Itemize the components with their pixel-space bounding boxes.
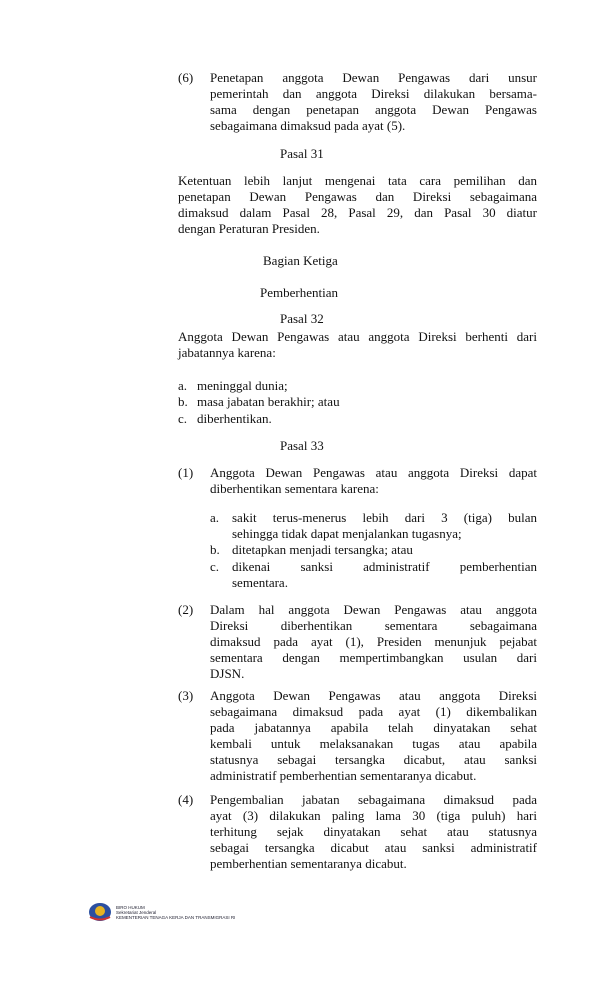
text-line: ditetapkan menjadi tersangka; atau bbox=[232, 542, 413, 557]
text-line: pada jabatannya apabila telah dinyatakan sehat bbox=[210, 720, 537, 735]
text-line: DJSN. bbox=[210, 666, 245, 681]
text-line: sementara dengan mempertimbangkan usulan dari bbox=[210, 650, 537, 665]
text-line: Anggota Dewan Pengawas atau anggota Direksi dapat bbox=[210, 465, 537, 480]
text-line: masa jabatan berakhir; atau bbox=[197, 394, 340, 409]
text-line: sebagai tersangka dicabut atau sanksi administratif bbox=[210, 840, 537, 855]
text-line: pemerintah dan anggota Direksi dilakukan bersama- bbox=[210, 86, 537, 101]
text-line: sehingga tidak dapat menjalankan tugasnya; bbox=[232, 526, 462, 541]
section-heading: Pasal 32 bbox=[280, 311, 324, 326]
text-line: administratif pemberhentian sementaranya dicabut. bbox=[210, 768, 477, 783]
item-label: (3) bbox=[178, 688, 194, 703]
text-line: Direksi diberhentikan sementara sebagaimana bbox=[210, 618, 537, 633]
text-line: Pengembalian jabatan sebagaimana dimaksud pada bbox=[210, 792, 537, 807]
text-line: diberhentikan. bbox=[197, 411, 272, 426]
footer-line-2: Sekretariat Jenderal bbox=[116, 909, 157, 915]
item-label: a. bbox=[210, 510, 220, 525]
text-line: terhitung sejak dinyatakan sehat atau statusnya bbox=[210, 824, 537, 839]
text-line: Anggota Dewan Pengawas atau anggota Direksi bbox=[210, 688, 537, 703]
section-heading: Bagian Ketiga bbox=[263, 253, 338, 268]
text-line: penetapan Dewan Pengawas dan Direksi sebagaimana bbox=[178, 189, 537, 204]
section-heading: Pasal 33 bbox=[280, 438, 324, 453]
text-line: dimaksud dalam Pasal 28, Pasal 29, dan Pasal 30 diatur bbox=[178, 205, 537, 220]
text-line: statusnya sebagai tersangka dicabut, atau sanksi bbox=[210, 752, 537, 767]
text-line: kembali untuk melaksanakan tugas atau apabila bbox=[210, 736, 537, 751]
item-label: (6) bbox=[178, 70, 194, 85]
text-line: diberhentikan sementara karena: bbox=[210, 481, 379, 496]
item-label: (1) bbox=[178, 465, 194, 480]
text-line: dikenai sanksi administratif pemberhentian bbox=[232, 559, 537, 574]
text-line: Penetapan anggota Dewan Pengawas dari unsur bbox=[210, 70, 537, 85]
text-line: Anggota Dewan Pengawas atau anggota Direksi berhenti dari bbox=[178, 329, 537, 344]
ministry-logo-icon bbox=[88, 902, 112, 922]
item-label: b. bbox=[210, 542, 220, 557]
text-line: meninggal dunia; bbox=[197, 378, 288, 393]
footer-line-1: BIRO HUKUM bbox=[116, 904, 145, 910]
text-line: jabatannya karena: bbox=[178, 345, 276, 360]
item-label: a. bbox=[178, 378, 188, 393]
section-heading: Pemberhentian bbox=[260, 285, 338, 300]
text-line: Ketentuan lebih lanjut mengenai tata cara pemilihan dan bbox=[178, 173, 537, 188]
text-line: sakit terus-menerus lebih dari 3 (tiga) bulan bbox=[232, 510, 537, 525]
item-label: b. bbox=[178, 394, 188, 409]
item-label: c. bbox=[210, 559, 220, 574]
text-line: dimaksud pada ayat (1), Presiden menunjuk pejabat bbox=[210, 634, 537, 649]
footer-line-3: KEMENTERIAN TENAGA KERJA DAN TRANSMIGRASI RI bbox=[116, 914, 236, 920]
text-line: pemberhentian sementaranya dicabut. bbox=[210, 856, 407, 871]
item-label: (4) bbox=[178, 792, 194, 807]
text-line: sementara. bbox=[232, 575, 288, 590]
item-label: c. bbox=[178, 411, 188, 426]
text-line: Dalam hal anggota Dewan Pengawas atau anggota bbox=[210, 602, 537, 617]
section-heading: Pasal 31 bbox=[280, 146, 324, 161]
text-line: sama dengan penetapan anggota Dewan Pengawas bbox=[210, 102, 537, 117]
footer bbox=[88, 902, 235, 922]
item-label: (2) bbox=[178, 602, 194, 617]
text-line: ayat (3) dilakukan paling lama 30 (tiga puluh) hari bbox=[210, 808, 537, 823]
text-line: dengan Peraturan Presiden. bbox=[178, 221, 320, 236]
text-line: sebagaimana dimaksud pada ayat (1) dikembalikan bbox=[210, 704, 537, 719]
text-line: sebagaimana dimaksud pada ayat (5). bbox=[210, 118, 406, 133]
